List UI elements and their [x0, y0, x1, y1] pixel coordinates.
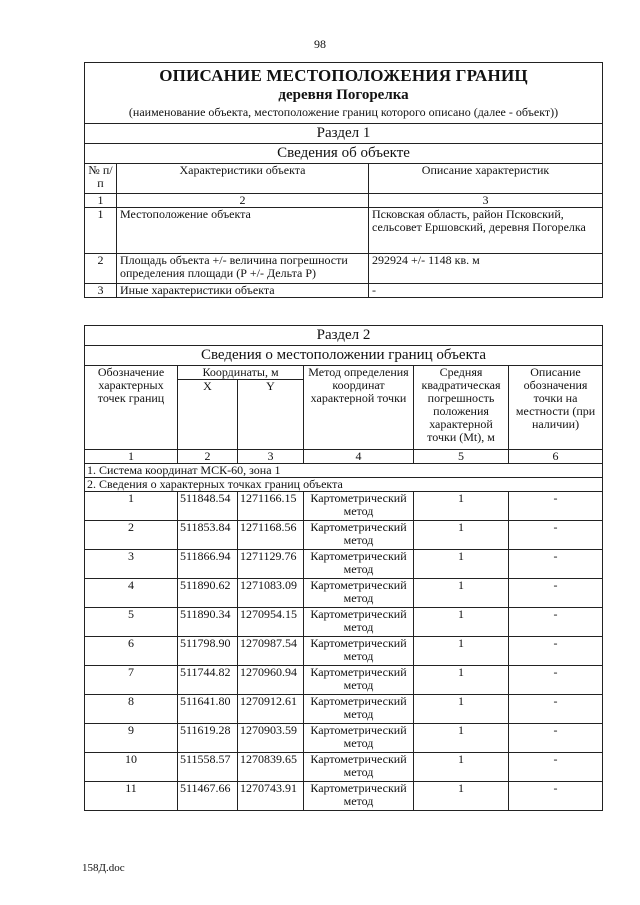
- header-method: Метод определения координат характерной точки: [304, 366, 414, 450]
- point-y: 1271168.56: [238, 521, 304, 550]
- point-x: 511866.94: [178, 550, 238, 579]
- point-error: 1: [414, 579, 509, 608]
- row-name: Площадь объекта +/- величина погрешности определения площади (Р +/- Дельта Р): [117, 254, 369, 284]
- method-line1: Картометрический: [310, 607, 407, 621]
- point-number: 11: [85, 782, 178, 811]
- method-line2: метод: [343, 504, 374, 518]
- point-error: 1: [414, 782, 509, 811]
- point-number: 2: [85, 521, 178, 550]
- point-description: -: [509, 753, 603, 782]
- point-description: -: [509, 579, 603, 608]
- row-value: Псковская область, район Псковский, сельсовет Ершовский, деревня Погорелка: [369, 208, 603, 254]
- row-value: -: [369, 284, 603, 298]
- row-value: 292924 +/- 1148 кв. м: [369, 254, 603, 284]
- table-row: [85, 492, 603, 521]
- row-num: 2: [85, 254, 117, 284]
- document-header: [85, 63, 603, 124]
- header-point-description: Описание обозначения точки на местности (при наличии): [509, 366, 603, 450]
- table-row: [85, 284, 603, 298]
- point-description: -: [509, 550, 603, 579]
- point-x: 511890.62: [178, 579, 238, 608]
- method-line2: метод: [343, 765, 374, 779]
- point-method: [304, 782, 414, 811]
- row-num: 1: [85, 208, 117, 254]
- table-row: [85, 782, 603, 811]
- header-coords: Координаты, м: [178, 366, 304, 380]
- point-y: 1270903.59: [238, 724, 304, 753]
- method-line2: метод: [343, 620, 374, 634]
- point-error: 1: [414, 666, 509, 695]
- point-number: 3: [85, 550, 178, 579]
- point-error: 1: [414, 521, 509, 550]
- table-row: [85, 579, 603, 608]
- object-info-table: [84, 62, 603, 298]
- point-x: 511848.54: [178, 492, 238, 521]
- point-method: [304, 695, 414, 724]
- point-error: 1: [414, 608, 509, 637]
- point-method: [304, 637, 414, 666]
- point-x: 511798.90: [178, 637, 238, 666]
- method-line1: Картометрический: [310, 694, 407, 708]
- header-y: Y: [238, 380, 304, 450]
- point-error: 1: [414, 637, 509, 666]
- row-name: Местоположение объекта: [117, 208, 369, 254]
- point-method: [304, 666, 414, 695]
- point-y: 1270912.61: [238, 695, 304, 724]
- header-number-cell: 3: [238, 450, 304, 464]
- method-line1: Картометрический: [310, 636, 407, 650]
- method-line1: Картометрический: [310, 665, 407, 679]
- method-line1: Картометрический: [310, 578, 407, 592]
- point-number: 6: [85, 637, 178, 666]
- point-x: 511890.34: [178, 608, 238, 637]
- method-line1: Картометрический: [310, 549, 407, 563]
- point-error: 1: [414, 753, 509, 782]
- method-line2: метод: [343, 736, 374, 750]
- table-row: [85, 208, 603, 254]
- points-heading: 2. Сведения о характерных точках границ объекта: [85, 478, 603, 492]
- point-method: [304, 492, 414, 521]
- table-row: [85, 724, 603, 753]
- section1-title: Сведения об объекте: [85, 144, 603, 164]
- point-y: 1270839.65: [238, 753, 304, 782]
- header-number-cell: 3: [369, 194, 603, 208]
- point-x: 511619.28: [178, 724, 238, 753]
- row-num: 3: [85, 284, 117, 298]
- point-method: [304, 550, 414, 579]
- point-y: 1271129.76: [238, 550, 304, 579]
- point-x: 511641.80: [178, 695, 238, 724]
- point-y: 1271166.15: [238, 492, 304, 521]
- point-x: 511744.82: [178, 666, 238, 695]
- method-line1: Картометрический: [310, 520, 407, 534]
- table-row: [85, 695, 603, 724]
- point-x: 511853.84: [178, 521, 238, 550]
- point-description: -: [509, 608, 603, 637]
- point-number: 5: [85, 608, 178, 637]
- object-caption: (наименование объекта, местоположение границ которого описано (далее - объект)): [128, 105, 559, 119]
- row-name: Иные характеристики объекта: [117, 284, 369, 298]
- method-line2: метод: [343, 707, 374, 721]
- point-description: -: [509, 637, 603, 666]
- header-number-cell: 6: [509, 450, 603, 464]
- header-error: Средняя квадратическая погрешность положения характерной точки (Mt), м: [414, 366, 509, 450]
- point-description: -: [509, 521, 603, 550]
- point-y: 1270743.91: [238, 782, 304, 811]
- header-number-cell: 2: [178, 450, 238, 464]
- point-y: 1270954.15: [238, 608, 304, 637]
- point-y: 1271083.09: [238, 579, 304, 608]
- method-line1: Картометрический: [310, 491, 407, 505]
- point-description: -: [509, 492, 603, 521]
- section2-label: Раздел 2: [85, 326, 603, 346]
- point-x: 511467.66: [178, 782, 238, 811]
- point-method: [304, 579, 414, 608]
- method-line2: метод: [343, 562, 374, 576]
- point-number: 7: [85, 666, 178, 695]
- header-num: № п/п: [85, 164, 117, 194]
- boundary-points-table: [84, 325, 603, 811]
- table-row: [85, 521, 603, 550]
- table-row: [85, 637, 603, 666]
- header-number-cell: 1: [85, 194, 117, 208]
- method-line2: метод: [343, 649, 374, 663]
- method-line1: Картометрический: [310, 781, 407, 795]
- header-characteristic: Характеристики объекта: [117, 164, 369, 194]
- table-row: [85, 608, 603, 637]
- method-line2: метод: [343, 794, 374, 808]
- point-y: 1270987.54: [238, 637, 304, 666]
- header-point: Обозначение характерных точек границ: [85, 366, 178, 450]
- header-number-cell: 4: [304, 450, 414, 464]
- point-method: [304, 724, 414, 753]
- method-line1: Картометрический: [310, 752, 407, 766]
- point-description: -: [509, 724, 603, 753]
- method-line2: метод: [343, 678, 374, 692]
- point-method: [304, 753, 414, 782]
- object-name: деревня Погорелка: [278, 87, 409, 103]
- header-number-cell: 2: [117, 194, 369, 208]
- point-error: 1: [414, 550, 509, 579]
- point-description: -: [509, 695, 603, 724]
- method-line1: Картометрический: [310, 723, 407, 737]
- section1-label: Раздел 1: [85, 124, 603, 144]
- point-error: 1: [414, 492, 509, 521]
- header-number-cell: 1: [85, 450, 178, 464]
- point-description: -: [509, 782, 603, 811]
- header-x: X: [178, 380, 238, 450]
- footer-filename: 158Д.doc: [82, 862, 125, 874]
- point-number: 10: [85, 753, 178, 782]
- table-row: [85, 254, 603, 284]
- table-row: [85, 666, 603, 695]
- point-number: 1: [85, 492, 178, 521]
- point-number: 8: [85, 695, 178, 724]
- point-method: [304, 521, 414, 550]
- table-row: [85, 550, 603, 579]
- point-x: 511558.57: [178, 753, 238, 782]
- header-description: Описание характеристик: [369, 164, 603, 194]
- coord-system: 1. Система координат МСК-60, зона 1: [85, 464, 603, 478]
- section2-title: Сведения о местоположении границ объекта: [85, 346, 603, 366]
- point-error: 1: [414, 695, 509, 724]
- point-number: 9: [85, 724, 178, 753]
- point-method: [304, 608, 414, 637]
- point-error: 1: [414, 724, 509, 753]
- method-line2: метод: [343, 533, 374, 547]
- point-y: 1270960.94: [238, 666, 304, 695]
- page-number: 98: [314, 37, 326, 51]
- method-line2: метод: [343, 591, 374, 605]
- document-title: ОПИСАНИЕ МЕСТОПОЛОЖЕНИЯ ГРАНИЦ: [159, 66, 528, 85]
- table-row: [85, 753, 603, 782]
- point-description: -: [509, 666, 603, 695]
- header-number-cell: 5: [414, 450, 509, 464]
- point-number: 4: [85, 579, 178, 608]
